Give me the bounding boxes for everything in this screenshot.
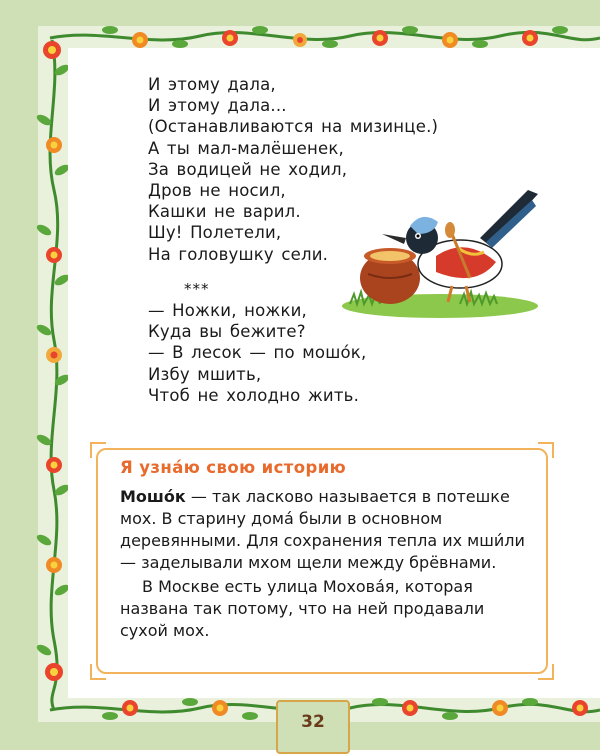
poem-line: (Останавливаются на мизинце.) (148, 117, 439, 137)
info-box-title: Я узна́ю свою историю (120, 458, 347, 477)
poem-line: Чтоб не холодно жить. (148, 385, 360, 405)
page-number: 32 (301, 712, 325, 732)
poem-line: — Ножки, ножки, (148, 301, 307, 321)
page-content (68, 48, 600, 698)
magpie-with-pot-illustration (340, 186, 540, 326)
info-box-text (120, 486, 528, 642)
poem-line: На головушку сели. (148, 244, 329, 264)
info-box (96, 448, 548, 674)
info-paragraph-2: В Москве есть улица Мохова́я, которая названа так потому, что на ней продавали сухой мох. (120, 577, 485, 640)
poem-line: И этому дала... (148, 96, 287, 116)
poem-line: — В лесок — по мошо́к, (148, 343, 367, 363)
key-term: Мошо́к (120, 487, 186, 506)
poem-line: Избу мшить, (148, 364, 262, 384)
poem-line: За водицей не ходил, (148, 159, 348, 179)
poem-line: И этому дала, (148, 75, 276, 94)
poem-line: Куда вы бежите? (148, 322, 306, 342)
poem-line: Шу! Полетели, (148, 223, 282, 243)
poem-line: Кашки не варил. (148, 202, 301, 222)
poem-line: Дров не носил, (148, 181, 286, 201)
poem-line: А ты мал-малёшенек, (148, 138, 344, 158)
info-paragraph-1: — так ласково называется в потешке мох. В старину дома́ были в основном деревянными. Для сохранения тепла их мши́ли — заделывали мхом щели между брёвнами. (120, 487, 525, 572)
stanza-separator: *** (184, 279, 210, 298)
page-number-tab (276, 700, 350, 754)
